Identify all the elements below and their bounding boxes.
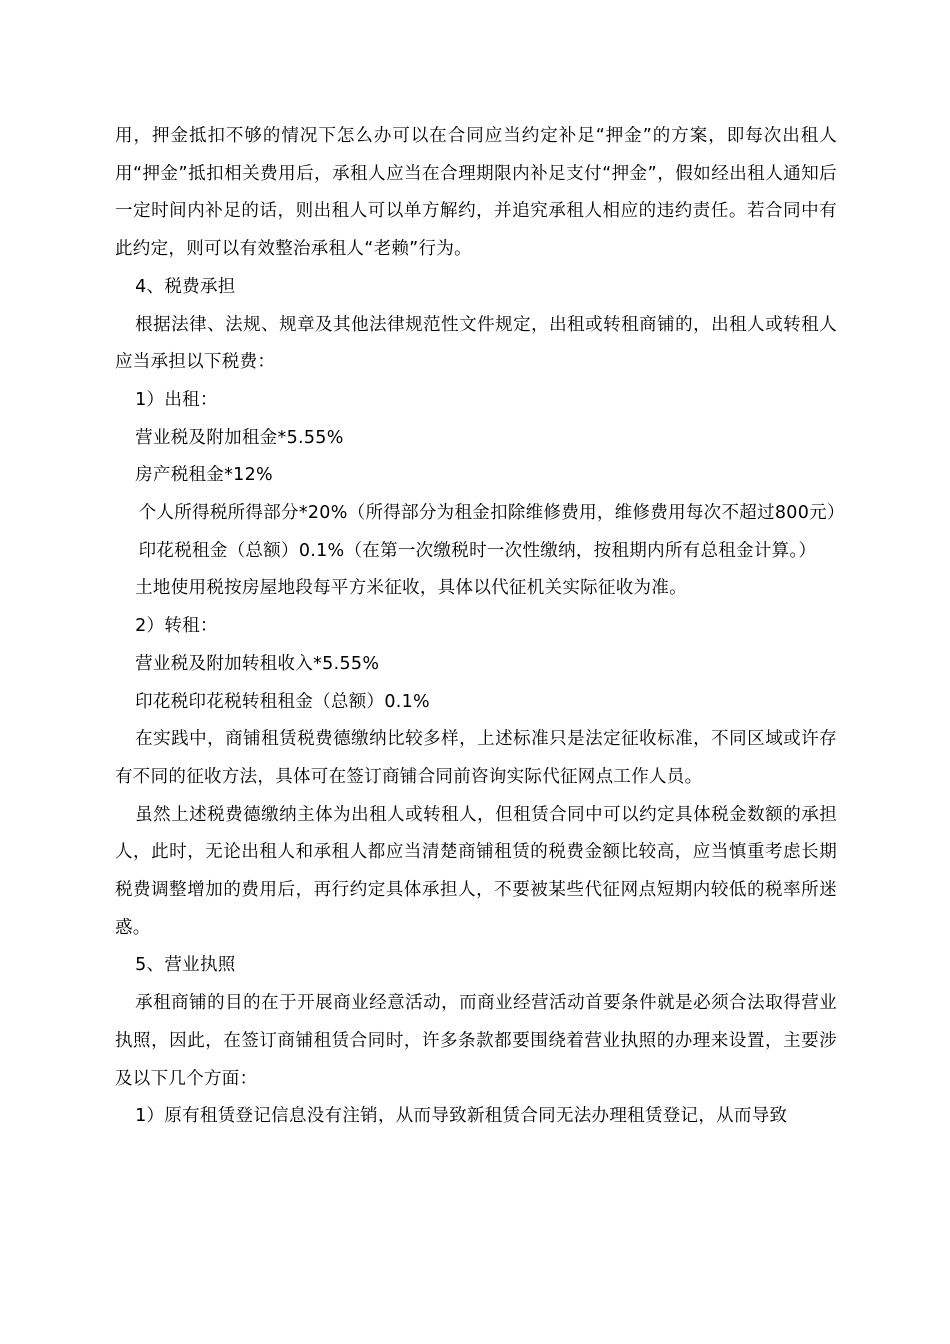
subheading-sublease: 2）转租： <box>135 616 218 637</box>
heading-tax-burden: 4、税费承担 <box>135 276 236 297</box>
tax-item-property-tax: 房产税租金*12% <box>135 465 273 486</box>
paragraph-business-license: 承租商铺的目的在于开展商业经意活动，而商业经营活动首要条件就是必须合法取得营业执照，因此，在签订商铺租赁合同时，许多条款都要围绕着营业执照的办理来设置，主要涉及以下几个方面： <box>115 993 837 1089</box>
tax-item-sublease-business-tax: 营业税及附加转租收入*5.55% <box>135 653 380 674</box>
paragraph-practice: 在实践中，商铺租赁税费德缴纳比较多样，上述标准只是法定征收标准，不同区域或许存有不同的征收方法，具体可在签订商铺合同前咨询实际代征网点工作人员。 <box>115 729 837 787</box>
paragraph-tax-rules: 根据法律、法规、规章及其他法律规范性文件规定，出租或转租商铺的，出租人或转租人应当承担以下税费： <box>115 314 837 373</box>
paragraph-tax-payer: 虽然上述税费德缴纳主体为出租人或转租人，但租赁合同中可以约定具体税金数额的承担人，此时，无论出租人和承租人都应当清楚商铺租赁的税费金额比较高，应当慎重考虑长期税费调整增加的费用后，再行约定具体承担人，不要被某些代征网点短期内较低的税率所迷惑。 <box>115 804 837 938</box>
tax-item-sublease-stamp-duty: 印花税印花税转租租金（总额）0.1% <box>135 691 430 712</box>
tax-item-land-use-tax: 土地使用税按房屋地段每平方米征收，具体以代征机关实际征收为准。 <box>135 578 687 599</box>
tax-item-stamp-duty: 印花税租金（总额）0.1%（在第一次缴税时一次性缴纳，按租期内所有总租金计算。） <box>138 540 817 561</box>
subheading-lease: 1）出租： <box>135 389 218 410</box>
paragraph-deposit-continuation: 用，押金抵扣不够的情况下怎么办可以在合同应当约定补足“押金”的方案，即每次出租人用“押金”抵扣相关费用后，承租人应当在合理期限内补足支付“押金”，假如经出租人通知后一定时间内补足的话，则出租人可以单方解约，并追究承租人相应的违约责任。若合同中有此约定，则可以有效整治承租人“老赖”行为。 <box>115 126 837 260</box>
heading-business-license: 5、营业执照 <box>135 955 236 976</box>
paragraph-registration-issue: 1）原有租赁登记信息没有注销，从而导致新租赁合同无法办理租赁登记，从而导致 <box>135 1106 788 1127</box>
tax-item-business-tax: 营业税及附加租金*5.55% <box>135 427 344 448</box>
document-body <box>115 118 845 1136</box>
tax-item-income-tax: 个人所得税所得部分*20%（所得部分为租金扣除维修费用，维修费用每次不超过800元） <box>138 503 845 524</box>
